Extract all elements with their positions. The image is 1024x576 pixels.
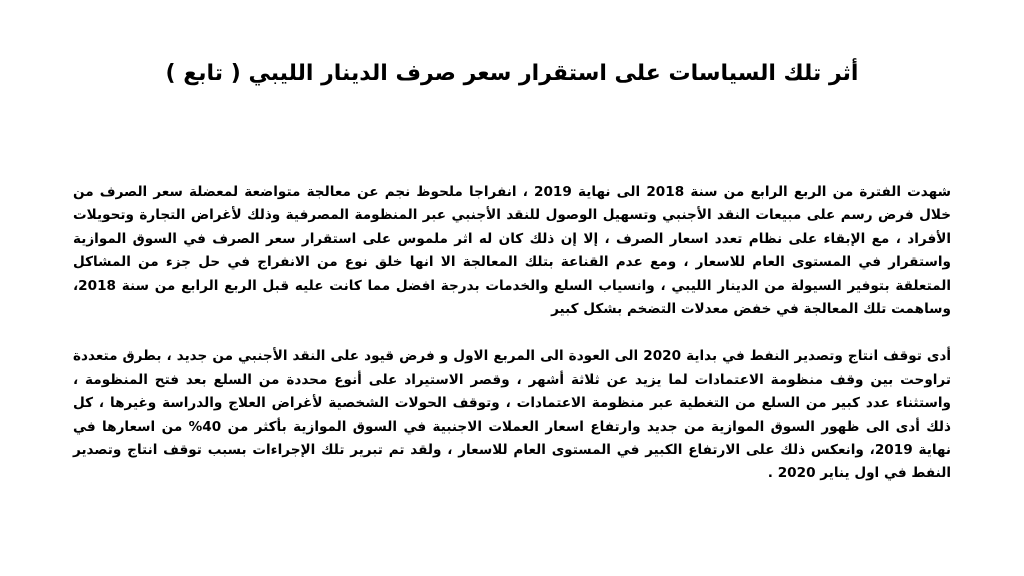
paragraph-spacer [73,321,951,345]
paragraph-2: أدى توقف انتاج وتصدير النفط في بداية 2020 الى العودة الى المربع الاول و فرض قيود على النقد الأجنبي من جديد ، بطرق متعددة تراوحت بين وقف منظومة الاعتمادات لما يزيد عن ثلاثة أشهر ، وقصر الاستيراد على أنوع محددة من السلع بعد فتح المنظومة ، واستثناء عدد كبير من السلع من التغطية عبر منظومة الاعتمادات ، وتوقف الحولات الشخصية لأغراض العلاج والدراسة وغيرها ، كل ذلك أدى الى ظهور السوق الموازية من جديد وارتفاع اسعار العملات الاجنبية في السوق الموازية بأكثر من 40% من اسعارها في نهاية 2019، وانعكس ذلك على الارتفاع الكبير في المستوى العام للاسعار ، ولقد تم تبرير تلك الإجراءات بسبب توقف انتاج وتصدير النفط في اول يناير 2020 . [73,348,952,482]
paragraph-1: شهدت الفترة من الربع الرابع من سنة 2018 الى نهاية 2019 ، انفراجا ملحوظ نجم عن معالجة متواضعة لمعضلة سعر الصرف من خلال فرض رسم على مبيعات النقد الأجنبي وتسهيل الوصول للنقد الأجنبي عبر المنظومة المصرفية وذلك لأغراض التجارة وتحويلات الأفراد ، مع الإبقاء على نظام تعدد اسعار الصرف ، إلا إن ذلك كان له اثر ملموس على استقرار سعر الصرف في السوق الموازية واستقرار في المستوى العام للاسعار ، ومع عدم القناعة بتلك المعالجة الا انها خلق نوع من الانفراج في حل جزء من المشاكل المتعلقة بتوفير السيولة من الدينار الليبي ، وانسياب السلع والخدمات بدرجة افضل مما كانت عليه قبل الربع الرابع من سنة 2018، وساهمت تلك المعالجة في خفض معدلات التضخم بشكل كبير [73,184,951,318]
slide-title: أثر تلك السياسات على استقرار سعر صرف الدينار الليبي ( تابع ) [165,61,859,86]
slide-body [73,181,951,486]
